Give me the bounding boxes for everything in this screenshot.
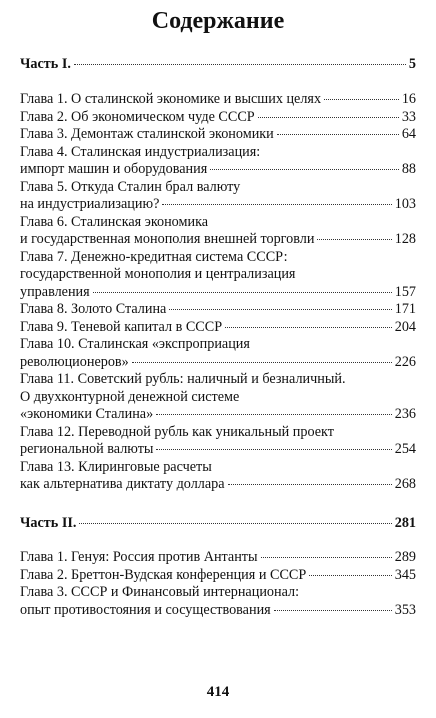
toc-entry-line [20, 196, 416, 214]
chapter-title-text: Глава 6. Сталинская экономика [20, 213, 209, 230]
chapter-title-text: опыт противостояния и сосуществования [20, 601, 271, 618]
toc-entry-line [20, 109, 416, 127]
toc-entry [20, 319, 416, 337]
page-ref: 128 [394, 231, 416, 247]
part-1-chapter-list [20, 91, 416, 494]
leader-dots [169, 309, 391, 310]
toc-entry [20, 179, 416, 214]
chapter-title-text: региональной валюты [20, 441, 154, 457]
leader-dots [156, 414, 392, 415]
toc-entry-line [20, 249, 416, 267]
toc-entry-line [20, 459, 416, 477]
chapter-title-text: Глава 8. Золото Сталина [20, 301, 167, 317]
leader-dots [156, 449, 391, 450]
toc-entry [20, 584, 416, 619]
page-number: 414 [206, 684, 230, 700]
leader-dots [210, 169, 399, 170]
toc-entry [20, 91, 416, 109]
chapter-title-text: Глава 3. СССР и Финансовый интернационал: [20, 584, 300, 600]
toc-entry-line [20, 231, 416, 249]
toc-entry [20, 371, 416, 424]
toc-entry [20, 214, 416, 249]
leader-dots [324, 99, 399, 100]
leader-dots [93, 292, 392, 293]
chapter-title-text: Глава 1. Генуя: Россия против Антанты [20, 549, 258, 565]
leader-dots [79, 523, 391, 524]
page-ref: 268 [394, 476, 416, 492]
toc-entry-line [20, 336, 416, 354]
page-ref: 254 [394, 441, 416, 457]
leader-dots [277, 134, 399, 135]
part-label: Часть I. [20, 56, 71, 72]
leader-dots [162, 204, 391, 205]
toc-entry-line [20, 602, 416, 620]
chapter-title-text: О двухконтурной денежной системе [20, 388, 240, 405]
toc-entry-line [20, 301, 416, 319]
leader-dots [317, 239, 391, 240]
toc-entry-line [20, 476, 416, 494]
toc-entry-line [20, 179, 416, 197]
page-ref: 103 [394, 196, 416, 212]
toc-entry [20, 459, 416, 494]
leader-dots [132, 362, 392, 363]
page-ref: 5 [408, 56, 416, 72]
toc-entry-line [20, 161, 416, 179]
toc-entry-line [20, 371, 416, 389]
toc-entry [20, 301, 416, 319]
chapter-title-text: Глава 10. Сталинская «экспроприация [20, 336, 250, 352]
page-ref: 345 [394, 566, 416, 583]
leader-dots [225, 327, 392, 328]
page-ref: 353 [394, 601, 416, 618]
chapter-title-text: Глава 1. О сталинской экономике и высших целях [20, 91, 322, 107]
toc-entry-line [20, 144, 416, 162]
chapter-title-text: Глава 2. Бреттон-Вудская конференция и СССР [20, 566, 307, 583]
page-ref: 289 [394, 549, 416, 565]
leader-dots [274, 610, 392, 611]
chapter-title-text: как альтернатива диктату доллара [20, 476, 225, 492]
chapter-title-text: Глава 3. Демонтаж сталинской экономики [20, 126, 274, 142]
chapter-title-text: и государственная монополия внешней торговли [20, 231, 315, 247]
toc-entry-line [20, 584, 416, 602]
part-2-chapter-list [20, 549, 416, 619]
chapter-title-text: государственной монополия и централизация [20, 266, 296, 282]
toc-entry-line [20, 266, 416, 284]
page-ref: 281 [394, 515, 416, 531]
toc-entry [20, 109, 416, 127]
chapter-title-text: Глава 12. Переводной рубль как уникальный проект [20, 423, 334, 440]
toc-entry [20, 144, 416, 179]
chapter-title-text: Глава 9. Теневой капитал в СССР [20, 318, 223, 335]
toc-entry-line [20, 389, 416, 407]
toc-entry-line [20, 424, 416, 442]
page-ref: 204 [394, 318, 416, 335]
leader-dots [258, 117, 399, 118]
toc-entry-line [20, 126, 416, 144]
chapter-title-text: Глава 13. Клиринговые расчеты [20, 458, 212, 475]
chapter-title-text: Глава 4. Сталинская индустриализация: [20, 143, 261, 160]
leader-dots [261, 557, 392, 558]
leader-dots [74, 64, 406, 65]
page-ref: 226 [394, 353, 416, 370]
leader-dots [228, 484, 392, 485]
page-ref: 157 [394, 283, 416, 300]
toc-entry-line [20, 406, 416, 424]
chapter-title-text: Глава 7. Денежно-кредитная система СССР: [20, 248, 288, 265]
toc-entry-line [20, 214, 416, 232]
toc-entry-line [20, 354, 416, 372]
page-ref: 16 [401, 91, 416, 107]
part-label: Часть II. [20, 515, 77, 531]
toc-entry-line [20, 549, 416, 567]
chapter-title-text: Глава 2. Об экономическом чуде СССР [20, 108, 255, 125]
toc-entry-line [20, 91, 416, 109]
toc-entry [20, 336, 416, 371]
toc-entry [20, 126, 416, 144]
page-ref: 88 [401, 161, 416, 177]
chapter-title-text: «экономики Сталина» [20, 406, 154, 422]
chapter-title-text: на индустриализацию? [20, 196, 160, 212]
toc-entry-line [20, 567, 416, 585]
toc-entry-line [20, 319, 416, 337]
toc-entry [20, 567, 416, 585]
chapter-title-text: Глава 5. Откуда Сталин брал валюту [20, 178, 241, 195]
part-2-heading [20, 515, 416, 533]
part-1-heading [20, 56, 416, 74]
chapter-title-text: революционеров» [20, 353, 129, 370]
leader-dots [309, 575, 391, 576]
page-ref: 236 [394, 406, 416, 422]
chapter-title-text: Глава 11. Советский рубль: наличный и безналичный. [20, 371, 346, 387]
chapter-title-text: управления [20, 283, 90, 300]
page-ref: 33 [401, 108, 416, 125]
page-ref: 64 [401, 126, 416, 142]
toc-entry [20, 249, 416, 302]
toc-entry-line [20, 284, 416, 302]
page-ref: 171 [394, 301, 416, 317]
toc-entry [20, 424, 416, 459]
chapter-title-text: импорт машин и оборудования [20, 161, 208, 177]
toc-entry [20, 549, 416, 567]
toc-entry-line [20, 441, 416, 459]
page-title: Содержание [151, 8, 285, 34]
